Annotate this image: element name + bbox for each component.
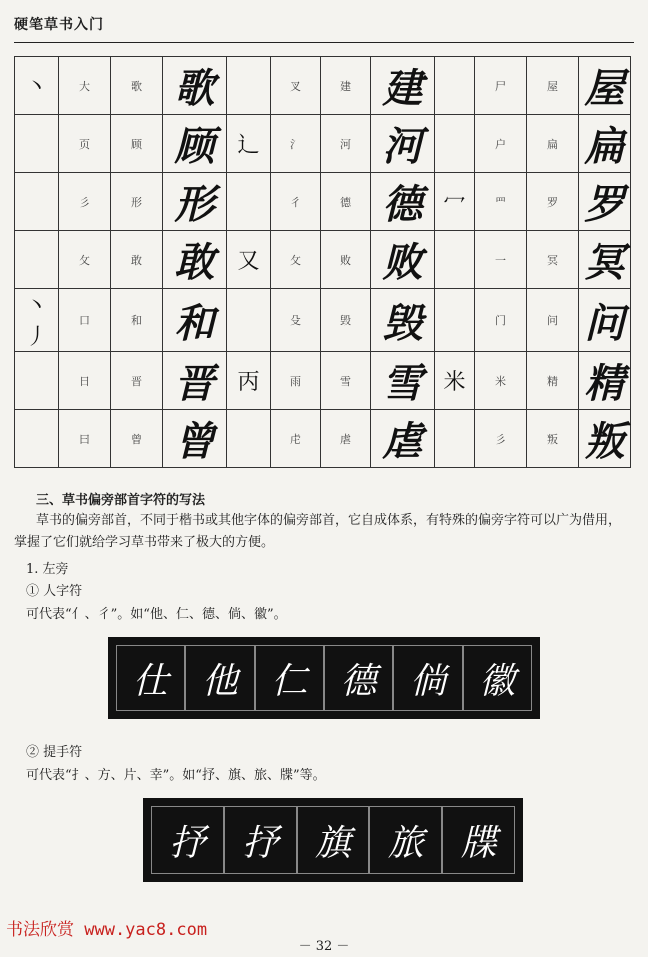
table-cell (15, 231, 59, 289)
radical-table (14, 56, 631, 468)
table-cell: 敢 (111, 231, 163, 289)
table-cell: 歌 (163, 57, 227, 115)
cursive-sample: 德 (324, 645, 393, 711)
table-cell: 叉 (271, 57, 321, 115)
item2-title: ② 提手符 (26, 745, 83, 760)
table-cell: 口 (59, 289, 111, 352)
table-cell (15, 173, 59, 231)
table-cell: 雨 (271, 352, 321, 410)
table-cell: 辶 (227, 115, 271, 173)
table-row (15, 57, 631, 115)
table-cell: 精 (527, 352, 579, 410)
table-cell: 建 (371, 57, 435, 115)
table-cell: 晋 (111, 352, 163, 410)
table-cell (435, 115, 475, 173)
table-cell: 大 (59, 57, 111, 115)
table-cell: 曾 (111, 410, 163, 468)
table-cell: 虐 (371, 410, 435, 468)
table-cell (435, 410, 475, 468)
watermark: 书法欣赏 www.yac8.com (6, 920, 208, 940)
table-cell: 日 (59, 352, 111, 410)
table-cell: 毁 (321, 289, 371, 352)
table-cell: 冥 (579, 231, 631, 289)
table-row (15, 352, 631, 410)
table-cell: 晋 (163, 352, 227, 410)
table-cell: 户 (475, 115, 527, 173)
table-cell (15, 115, 59, 173)
table-cell: 攵 (59, 231, 111, 289)
table-cell: 顾 (111, 115, 163, 173)
cursive-sample: 抒 (151, 806, 224, 874)
table-cell: 罗 (579, 173, 631, 231)
table-cell (435, 289, 475, 352)
section-title: 三、草书偏旁部首字符的写法 (36, 493, 206, 508)
cursive-sample: 仕 (116, 645, 185, 711)
table-cell: 殳 (271, 289, 321, 352)
table-cell: 德 (371, 173, 435, 231)
table-cell (227, 410, 271, 468)
table-row (15, 231, 631, 289)
table-cell: 毁 (371, 289, 435, 352)
table-cell: 丙 (227, 352, 271, 410)
table-cell: 又 (227, 231, 271, 289)
table-cell: 问 (527, 289, 579, 352)
table-cell: 雪 (371, 352, 435, 410)
sample-strip-person (108, 637, 540, 719)
cursive-sample: 抒 (224, 806, 297, 874)
table-cell (227, 173, 271, 231)
subsection-left: 1. 左旁 (26, 562, 69, 577)
table-cell: 冥 (527, 231, 579, 289)
table-cell: 形 (163, 173, 227, 231)
table-cell (435, 231, 475, 289)
table-row (15, 115, 631, 173)
table-cell: 和 (163, 289, 227, 352)
cursive-sample: 牒 (442, 806, 515, 874)
table-cell (435, 57, 475, 115)
table-cell: 页 (59, 115, 111, 173)
table-cell: 丶 (15, 57, 59, 115)
table-cell: 精 (579, 352, 631, 410)
table-cell (15, 410, 59, 468)
cursive-sample: 旅 (369, 806, 442, 874)
table-cell: 攵 (271, 231, 321, 289)
table-cell (227, 289, 271, 352)
cursive-sample: 他 (185, 645, 254, 711)
table-cell: 尸 (475, 57, 527, 115)
table-cell: 米 (475, 352, 527, 410)
table-cell (15, 352, 59, 410)
table-cell: 败 (371, 231, 435, 289)
table-cell: 屋 (579, 57, 631, 115)
item1-title: ① 人字符 (26, 584, 83, 599)
table-cell: 问 (579, 289, 631, 352)
table-row (15, 173, 631, 231)
table-cell: 德 (321, 173, 371, 231)
header-rule (14, 42, 634, 43)
table-row (15, 410, 631, 468)
table-cell: 顾 (163, 115, 227, 173)
item2-desc: 可代表“扌、方、片、幸”。如“抒、旗、旅、牒”等。 (26, 768, 326, 783)
book-title: 硬笔草书入门 (14, 17, 104, 33)
cursive-sample: 徽 (463, 645, 532, 711)
table-cell: 门 (475, 289, 527, 352)
cursive-sample: 仁 (255, 645, 324, 711)
table-cell: 罗 (527, 173, 579, 231)
table-cell: 河 (321, 115, 371, 173)
table-cell: 扁 (579, 115, 631, 173)
table-cell: 扁 (527, 115, 579, 173)
table-cell (227, 57, 271, 115)
table-cell: 和 (111, 289, 163, 352)
table-cell: 丶丿 (15, 289, 59, 352)
table-cell: 虍 (271, 410, 321, 468)
table-cell: 叛 (527, 410, 579, 468)
table-cell: 河 (371, 115, 435, 173)
table-cell: 形 (111, 173, 163, 231)
table-cell: 叛 (579, 410, 631, 468)
table-cell: 雪 (321, 352, 371, 410)
table-cell: 米 (435, 352, 475, 410)
cursive-sample: 倘 (393, 645, 462, 711)
table-cell: 曰 (59, 410, 111, 468)
table-cell: 一 (475, 231, 527, 289)
table-cell: 建 (321, 57, 371, 115)
table-cell: 彡 (475, 410, 527, 468)
table-cell: 敢 (163, 231, 227, 289)
cursive-sample: 旗 (297, 806, 370, 874)
table-cell: 虐 (321, 410, 371, 468)
table-cell: 曾 (163, 410, 227, 468)
table-cell: 屋 (527, 57, 579, 115)
table-cell: 彳 (271, 173, 321, 231)
table-cell: 氵 (271, 115, 321, 173)
sample-strip-hand (143, 798, 523, 882)
table-cell: 罒 (475, 173, 527, 231)
intro-paragraph: 草书的偏旁部首，不同于楷书或其他字体的偏旁部首，它自成体系，有特殊的偏旁字符可以广为借用，掌握了它们就给学习草书带来了极大的方便。 (14, 513, 622, 550)
table-cell: 冖 (435, 173, 475, 231)
table-row (15, 289, 631, 352)
table-cell: 歌 (111, 57, 163, 115)
page-number: － 32 － (298, 939, 350, 954)
table-cell: 败 (321, 231, 371, 289)
table-cell: 彡 (59, 173, 111, 231)
item1-desc: 可代表“亻、彳”。如“他、仁、德、倘、徽”。 (26, 607, 287, 622)
